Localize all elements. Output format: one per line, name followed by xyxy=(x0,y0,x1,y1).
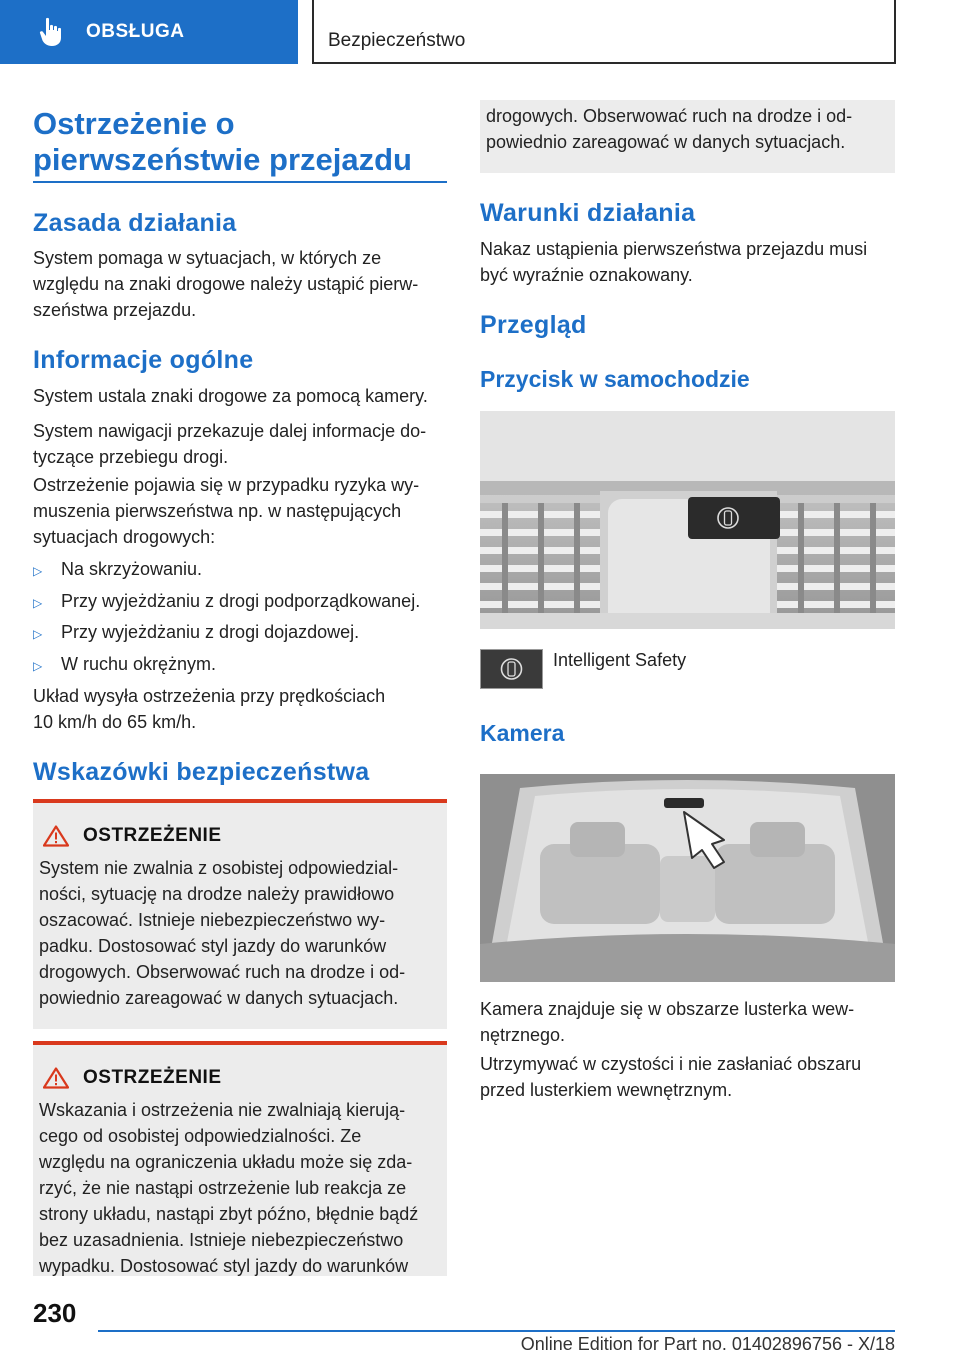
warning-text xyxy=(39,855,405,1011)
text-line: Nakaz ustąpienia pierwszeństwa przejazdu musi xyxy=(480,239,868,259)
triangle-bullet-icon: ▷ xyxy=(33,596,43,610)
warning-title xyxy=(43,825,222,847)
title-divider xyxy=(33,181,447,183)
button-caption: Intelligent Safety xyxy=(553,650,687,670)
text-line: 10 km/h do 65 km/h. xyxy=(33,712,197,732)
paragraph-warunki xyxy=(480,236,867,288)
warning-triangle-icon xyxy=(43,1067,69,1089)
list-item-text: Przy wyjeżdżaniu z drogi dojazdowej. xyxy=(61,622,360,642)
heading-warunki: Warunki działania xyxy=(480,199,696,227)
text-line: Wskazania i ostrzeżenia nie zwalniają kierują- xyxy=(39,1100,406,1120)
text-line: drogowych. Obserwować ruch na drodze i od- xyxy=(39,962,406,982)
text-line: wypadku. Dostosować styl jazdy do warunków xyxy=(39,1256,409,1276)
heading-kamera: Kamera xyxy=(480,720,565,746)
heading-przeglad: Przegląd xyxy=(480,311,587,339)
warning-title xyxy=(43,1067,222,1089)
paragraph-kamera-2 xyxy=(480,1051,861,1103)
text-line: oszacować. Istnieje niebezpieczeństwo wy- xyxy=(39,910,386,930)
paragraph-zasada xyxy=(33,245,418,323)
text-line: bez uzasadnienia. Istnieje niebezpieczeństwo xyxy=(39,1230,404,1250)
warning-continuation-text xyxy=(486,103,852,155)
triangle-bullet-icon: ▷ xyxy=(33,659,43,673)
section-tab[interactable] xyxy=(0,0,298,64)
paragraph-informacje-2 xyxy=(33,418,426,470)
text-line: powiednio zareagować w danych sytuacjach. xyxy=(39,988,399,1008)
warning-box-1 xyxy=(33,799,447,1029)
text-line: System pomaga w sytuacjach, w których ze xyxy=(33,248,382,268)
breadcrumb xyxy=(312,0,896,64)
warning-text xyxy=(39,1097,418,1279)
text-line: drogowych. Obserwować ruch na drodze i od- xyxy=(486,106,853,126)
edition-footer: Online Edition for Part no. 01402896756 - X/18 xyxy=(520,1334,895,1354)
text-line: względu na znaki drogowe należy ustąpić pierw- xyxy=(33,274,419,294)
hand-pointer-icon xyxy=(38,17,66,47)
text-line: rzyć, że nie nastąpi ostrzeżenie lub reakcja ze xyxy=(39,1178,407,1198)
paragraph-informacje-1: System ustala znaki drogowe za pomocą kamery. xyxy=(33,386,428,406)
page-number: 230 xyxy=(33,1298,77,1328)
text-line: przed lusterkiem wewnętrznym. xyxy=(480,1080,733,1100)
text-line: System nie zwalnia z osobistej odpowiedzial- xyxy=(39,858,399,878)
page-title-line-1: Ostrzeżenie o xyxy=(33,106,235,141)
paragraph-informacje-3 xyxy=(33,472,419,550)
heading-przycisk: Przycisk w samochodzie xyxy=(480,366,750,392)
breadcrumb-label: Bezpieczeństwo xyxy=(328,30,466,51)
text-line: nętrznego. xyxy=(480,1025,566,1045)
text-line: tyczące przebiegu drogi. xyxy=(33,447,229,467)
list-item xyxy=(33,556,202,584)
text-line: szeństwa przejazdu. xyxy=(33,300,197,320)
page-title xyxy=(33,106,412,178)
camera-location-photo xyxy=(480,774,895,982)
list-item-text: Na skrzyżowaniu. xyxy=(61,559,203,579)
button-panel-photo xyxy=(480,411,895,629)
heading-zasada: Zasada działania xyxy=(33,209,237,237)
text-line: muszenia pierwszeństwa np. w następujących xyxy=(33,501,402,521)
text-line: strony układu, nastąpi zbyt późno, błędnie bądź xyxy=(39,1204,419,1224)
text-line: Kamera znajduje się w obszarze lusterka wew- xyxy=(480,999,855,1019)
text-line: ności, sytuację na drodze należy prawidłowo xyxy=(39,884,395,904)
warning-continuation-box xyxy=(480,100,895,173)
warning-title-text: OSTRZEŻENIE xyxy=(83,1067,222,1088)
warning-box-2 xyxy=(33,1041,447,1276)
section-tab-label: OBSŁUGA xyxy=(86,21,185,42)
triangle-bullet-icon: ▷ xyxy=(33,564,43,578)
warning-triangle-icon xyxy=(43,825,69,847)
list-item-text: W ruchu okrężnym. xyxy=(61,654,217,674)
list-item xyxy=(33,651,216,679)
heading-informacje: Informacje ogólne xyxy=(33,346,254,374)
page-title-line-2: pierwszeństwie przejazdu xyxy=(33,142,412,177)
footer-divider xyxy=(98,1330,895,1332)
text-line: powiednio zareagować w danych sytuacjach. xyxy=(486,132,846,152)
heading-wskazowki: Wskazówki bezpieczeństwa xyxy=(33,758,370,786)
text-line: względu na ograniczenia układu może się zda- xyxy=(39,1152,413,1172)
text-line: cego od osobistej odpowiedzialności. Ze xyxy=(39,1126,362,1146)
text-line: Układ wysyła ostrzeżenia przy prędkościach xyxy=(33,686,386,706)
text-line: sytuacjach drogowych: xyxy=(33,527,216,547)
list-item xyxy=(33,588,420,616)
text-line: System nawigacji przekazuje dalej informacje do- xyxy=(33,421,427,441)
list-item-text: Przy wyjeżdżaniu z drogi podporządkowanej. xyxy=(61,591,421,611)
text-line: Utrzymywać w czystości i nie zasłaniać obszaru xyxy=(480,1054,862,1074)
list-item xyxy=(33,619,359,647)
text-line: być wyraźnie oznakowany. xyxy=(480,265,693,285)
warning-title-text: OSTRZEŻENIE xyxy=(83,825,222,846)
triangle-bullet-icon: ▷ xyxy=(33,627,43,641)
paragraph-kamera-1 xyxy=(480,996,854,1048)
text-line: padku. Dostosować styl jazdy do warunków xyxy=(39,936,387,956)
paragraph-speed xyxy=(33,683,385,735)
text-line: Ostrzeżenie pojawia się w przypadku ryzyka wy- xyxy=(33,475,420,495)
intelligent-safety-button-icon xyxy=(480,649,543,689)
